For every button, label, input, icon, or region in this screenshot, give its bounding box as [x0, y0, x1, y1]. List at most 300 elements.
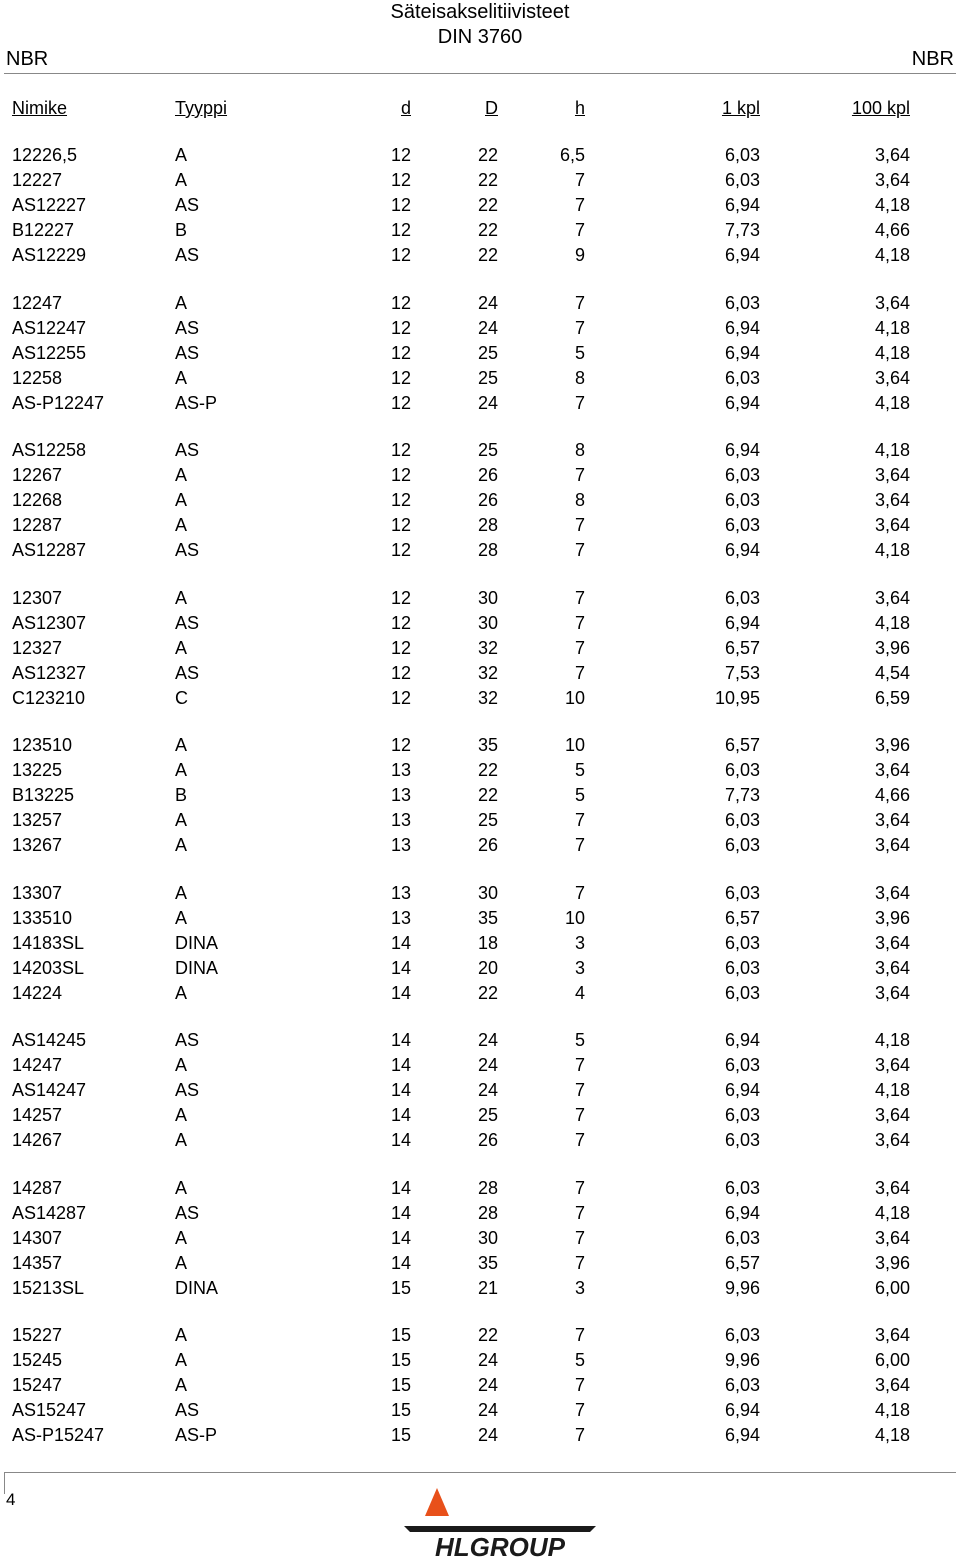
- cell-h: 5: [574, 1030, 585, 1050]
- cell-d: 12: [390, 367, 411, 388]
- cell-price-100: 4,54: [874, 662, 910, 683]
- cell-tyyppi: A: [175, 882, 188, 903]
- table-row: [0, 636, 960, 661]
- table-row: [0, 168, 960, 193]
- cell-d: 12: [390, 662, 411, 683]
- table-row: [0, 1276, 960, 1301]
- table-header: [0, 96, 960, 121]
- column-header-nimike: Nimike: [12, 98, 68, 118]
- cell-h: 7: [574, 515, 585, 535]
- table-row: [0, 538, 960, 563]
- table-row: [0, 143, 960, 168]
- cell-tyyppi: A: [175, 1325, 188, 1345]
- cell-outer-d: 25: [477, 440, 498, 460]
- column-header-h: h: [574, 98, 585, 118]
- cell-price-1: 6,94: [724, 195, 760, 215]
- cell-price-100: 3,64: [874, 1055, 910, 1075]
- cell-outer-d: 26: [477, 1130, 498, 1150]
- table-row: [0, 366, 960, 391]
- cell-price-100: 6,00: [874, 1277, 910, 1298]
- cell-tyyppi: A: [175, 1055, 188, 1075]
- cell-price-100: 3,96: [874, 907, 910, 928]
- cell-nimike: 12258: [12, 367, 63, 388]
- table-row: [0, 1373, 960, 1398]
- header-divider: [4, 73, 956, 74]
- cell-price-1: 6,03: [724, 760, 760, 780]
- cell-h: 7: [574, 317, 585, 338]
- cell-price-1: 6,03: [724, 1130, 760, 1150]
- cell-price-100: 4,18: [874, 612, 910, 633]
- title-line-1: Säteisakselitiivisteet: [390, 1, 570, 23]
- cell-price-100: 4,18: [874, 1030, 910, 1050]
- column-header-D: D: [485, 98, 498, 118]
- cell-h: 5: [574, 342, 585, 363]
- cell-h: 7: [574, 1400, 585, 1420]
- cell-h: 8: [574, 367, 585, 388]
- cell-price-1: 6,03: [724, 1177, 760, 1198]
- cell-h: 7: [574, 292, 585, 313]
- cell-price-1: 6,94: [724, 1080, 760, 1100]
- cell-h: 5: [574, 760, 585, 780]
- cell-price-1: 6,03: [724, 810, 760, 830]
- cell-nimike: AS12247: [12, 317, 87, 338]
- cell-outer-d: 24: [477, 292, 498, 313]
- cell-d: 14: [390, 1252, 411, 1273]
- cell-d: 15: [390, 1325, 411, 1345]
- cell-outer-d: 35: [477, 735, 498, 755]
- table-row: [0, 661, 960, 686]
- cell-price-100: 3,64: [874, 490, 910, 510]
- cell-nimike: 12227: [12, 170, 63, 190]
- cell-tyyppi: A: [175, 907, 188, 928]
- cell-h: 7: [574, 1252, 585, 1273]
- cell-nimike: C123210: [12, 687, 86, 708]
- cell-outer-d: 22: [477, 170, 498, 190]
- cell-price-100: 3,64: [874, 1227, 910, 1248]
- table-row: [0, 1176, 960, 1201]
- table-row: [0, 463, 960, 488]
- cell-price-100: 3,64: [874, 982, 910, 1003]
- cell-price-1: 6,57: [724, 907, 760, 928]
- cell-d: 13: [390, 882, 411, 903]
- cell-tyyppi: A: [175, 465, 188, 485]
- cell-nimike: 15245: [12, 1350, 63, 1370]
- cell-price-1: 6,03: [724, 1325, 760, 1345]
- logo-wordmark: HLGROUP: [435, 1532, 565, 1562]
- cell-nimike: AS14247: [12, 1080, 87, 1100]
- cell-price-1: 6,94: [724, 245, 760, 265]
- cell-h: 7: [574, 392, 585, 413]
- cell-tyyppi: A: [175, 735, 188, 755]
- cell-price-100: 4,66: [874, 785, 910, 805]
- cell-tyyppi: AS: [175, 612, 200, 633]
- cell-tyyppi: AS: [175, 1202, 200, 1223]
- cell-price-1: 6,03: [724, 1375, 760, 1395]
- cell-h: 7: [574, 1177, 585, 1198]
- cell-d: 15: [390, 1400, 411, 1420]
- cell-h: 7: [574, 1105, 585, 1125]
- cell-tyyppi: A: [175, 1130, 188, 1150]
- cell-outer-d: 22: [477, 220, 498, 240]
- table-row: [0, 783, 960, 808]
- cell-d: 12: [390, 245, 411, 265]
- table-row: [0, 1053, 960, 1078]
- cell-price-1: 6,94: [724, 392, 760, 413]
- cell-tyyppi: A: [175, 1105, 188, 1125]
- table-row: [0, 1028, 960, 1053]
- cell-tyyppi: DINA: [175, 957, 219, 978]
- cell-h: 7: [574, 1325, 585, 1345]
- cell-price-1: 6,03: [724, 490, 760, 510]
- cell-tyyppi: DINA: [175, 1277, 219, 1298]
- cell-h: 7: [574, 465, 585, 485]
- cell-nimike: 12287: [12, 515, 63, 535]
- cell-price-100: 3,64: [874, 1130, 910, 1150]
- cell-nimike: 14203SL: [12, 957, 85, 978]
- cell-nimike: 123510: [12, 735, 73, 755]
- cell-outer-d: 24: [477, 392, 498, 413]
- cell-h: 7: [574, 220, 585, 240]
- cell-price-100: 4,18: [874, 1080, 910, 1100]
- cell-price-100: 4,18: [874, 342, 910, 363]
- cell-nimike: 14247: [12, 1055, 63, 1075]
- cell-price-1: 6,03: [724, 1227, 760, 1248]
- cell-h: 7: [574, 1055, 585, 1075]
- cell-h: 7: [574, 882, 585, 903]
- cell-price-1: 6,94: [724, 1202, 760, 1223]
- cell-outer-d: 26: [477, 465, 498, 485]
- cell-h: 7: [574, 540, 585, 560]
- cell-tyyppi: A: [175, 367, 188, 388]
- table-row: [0, 931, 960, 956]
- cell-nimike: 14307: [12, 1227, 63, 1248]
- page-title: [0, 0, 960, 50]
- cell-price-1: 6,94: [724, 440, 760, 460]
- cell-price-1: 6,94: [724, 1425, 760, 1445]
- cell-h: 3: [574, 932, 585, 953]
- table-row: [0, 488, 960, 513]
- cell-tyyppi: AS: [175, 662, 200, 683]
- column-header-price-1: 1 kpl: [721, 98, 760, 118]
- cell-h: 10: [564, 907, 585, 928]
- column-header-price-100: 100 kpl: [851, 98, 910, 118]
- cell-d: 14: [390, 932, 411, 953]
- cell-outer-d: 25: [477, 810, 498, 830]
- cell-h: 7: [574, 1375, 585, 1395]
- cell-nimike: 12307: [12, 587, 63, 608]
- cell-outer-d: 35: [477, 907, 498, 928]
- cell-nimike: 14224: [12, 982, 63, 1003]
- cell-tyyppi: DINA: [175, 932, 219, 953]
- table-row: [0, 316, 960, 341]
- cell-price-1: 6,94: [724, 1400, 760, 1420]
- table-row: [0, 391, 960, 416]
- cell-price-1: 6,03: [724, 145, 760, 165]
- cell-outer-d: 22: [477, 195, 498, 215]
- cell-d: 13: [390, 785, 411, 805]
- cell-tyyppi: A: [175, 1252, 188, 1273]
- table-row: [0, 1251, 960, 1276]
- cell-price-100: 3,64: [874, 1325, 910, 1345]
- cell-nimike: AS12229: [12, 245, 87, 265]
- cell-price-100: 4,18: [874, 1400, 910, 1420]
- cell-tyyppi: A: [175, 292, 188, 313]
- cell-outer-d: 22: [477, 245, 498, 265]
- cell-d: 12: [390, 490, 411, 510]
- cell-outer-d: 25: [477, 367, 498, 388]
- cell-price-1: 6,94: [724, 342, 760, 363]
- cell-h: 7: [574, 587, 585, 608]
- cell-tyyppi: AS: [175, 195, 200, 215]
- cell-outer-d: 25: [477, 342, 498, 363]
- cell-d: 12: [390, 637, 411, 658]
- table-row: [0, 1323, 960, 1348]
- table-row: [0, 981, 960, 1006]
- cell-tyyppi: A: [175, 490, 188, 510]
- table-row: [0, 733, 960, 758]
- cell-tyyppi: A: [175, 1227, 188, 1248]
- cell-tyyppi: A: [175, 1177, 188, 1198]
- page-number: 4: [6, 1490, 16, 1509]
- cell-d: 14: [390, 1202, 411, 1223]
- cell-d: 12: [390, 515, 411, 535]
- cell-price-100: 3,64: [874, 465, 910, 485]
- cell-tyyppi: AS: [175, 440, 200, 460]
- cell-price-1: 6,03: [724, 982, 760, 1003]
- cell-nimike: AS12258: [12, 440, 87, 460]
- cell-h: 10: [564, 687, 585, 708]
- cell-outer-d: 35: [477, 1252, 498, 1273]
- table-row: [0, 586, 960, 611]
- cell-d: 13: [390, 907, 411, 928]
- cell-nimike: AS12227: [12, 195, 87, 215]
- cell-tyyppi: AS: [175, 317, 200, 338]
- cell-nimike: 133510: [12, 907, 73, 928]
- cell-tyyppi: A: [175, 170, 188, 190]
- cell-outer-d: 26: [477, 835, 498, 855]
- cell-outer-d: 26: [477, 490, 498, 510]
- cell-price-100: 3,64: [874, 1105, 910, 1125]
- cell-nimike: 14267: [12, 1130, 63, 1150]
- cell-tyyppi: B: [175, 785, 188, 805]
- cell-nimike: 13267: [12, 835, 63, 855]
- table-row: [0, 243, 960, 268]
- cell-d: 14: [390, 1177, 411, 1198]
- cell-h: 3: [574, 957, 585, 978]
- cell-price-100: 4,66: [874, 220, 910, 240]
- cell-price-100: 4,18: [874, 440, 910, 460]
- logo-triangle-icon: [425, 1488, 449, 1516]
- cell-nimike: 12267: [12, 465, 63, 485]
- cell-tyyppi: A: [175, 637, 188, 658]
- cell-nimike: 15213SL: [12, 1277, 85, 1298]
- cell-d: 12: [390, 170, 411, 190]
- cell-price-1: 6,03: [724, 465, 760, 485]
- cell-tyyppi: A: [175, 587, 188, 608]
- cell-outer-d: 22: [477, 1325, 498, 1345]
- cell-nimike: AS14287: [12, 1202, 87, 1223]
- cell-price-100: 3,64: [874, 170, 910, 190]
- cell-tyyppi: A: [175, 835, 188, 855]
- cell-price-100: 3,64: [874, 957, 910, 978]
- cell-price-1: 10,95: [714, 687, 760, 708]
- table-row: [0, 1423, 960, 1448]
- footer-corner-line: [4, 1472, 5, 1494]
- cell-nimike: 14287: [12, 1177, 63, 1198]
- cell-price-100: 4,18: [874, 392, 910, 413]
- cell-outer-d: 30: [477, 612, 498, 633]
- cell-tyyppi: A: [175, 1350, 188, 1370]
- table-row: [0, 758, 960, 783]
- cell-h: 7: [574, 1227, 585, 1248]
- cell-price-1: 6,03: [724, 515, 760, 535]
- cell-h: 6,5: [559, 145, 585, 165]
- table-row: [0, 956, 960, 981]
- cell-d: 14: [390, 1055, 411, 1075]
- cell-price-1: 6,03: [724, 1055, 760, 1075]
- cell-nimike: AS12307: [12, 612, 87, 633]
- cell-tyyppi: A: [175, 760, 188, 780]
- table-row: [0, 291, 960, 316]
- cell-d: 14: [390, 1030, 411, 1050]
- cell-d: 12: [390, 317, 411, 338]
- table-row: [0, 808, 960, 833]
- cell-price-1: 6,03: [724, 292, 760, 313]
- cell-nimike: 12247: [12, 292, 63, 313]
- cell-nimike: 14257: [12, 1105, 63, 1125]
- cell-price-100: 3,64: [874, 587, 910, 608]
- cell-tyyppi: AS: [175, 1030, 200, 1050]
- cell-h: 7: [574, 637, 585, 658]
- cell-price-1: 7,73: [724, 220, 760, 240]
- cell-outer-d: 24: [477, 1375, 498, 1395]
- cell-nimike: AS12287: [12, 540, 87, 560]
- title-line-2: DIN 3760: [437, 26, 523, 48]
- cell-tyyppi: AS: [175, 342, 200, 363]
- cell-nimike: 14357: [12, 1252, 63, 1273]
- cell-nimike: 15247: [12, 1375, 63, 1395]
- cell-outer-d: 32: [477, 662, 498, 683]
- cell-outer-d: 30: [477, 882, 498, 903]
- cell-price-100: 3,64: [874, 145, 910, 165]
- cell-tyyppi: AS: [175, 1080, 200, 1100]
- cell-price-1: 6,03: [724, 835, 760, 855]
- cell-tyyppi: C: [175, 687, 188, 708]
- footer-divider: [4, 1472, 956, 1473]
- cell-outer-d: 22: [477, 982, 498, 1003]
- cell-d: 12: [390, 145, 411, 165]
- cell-h: 7: [574, 662, 585, 683]
- cell-outer-d: 18: [477, 932, 498, 953]
- table-row: [0, 438, 960, 463]
- cell-d: 15: [390, 1277, 411, 1298]
- cell-h: 5: [574, 1350, 585, 1370]
- cell-tyyppi: AS-P: [175, 1425, 218, 1445]
- cell-h: 7: [574, 1202, 585, 1223]
- cell-price-1: 7,53: [724, 662, 760, 683]
- cell-price-1: 6,03: [724, 170, 760, 190]
- cell-d: 12: [390, 687, 411, 708]
- cell-outer-d: 24: [477, 1425, 498, 1445]
- cell-price-100: 4,18: [874, 1425, 910, 1445]
- table-row: [0, 881, 960, 906]
- cell-outer-d: 24: [477, 1055, 498, 1075]
- cell-nimike: B12227: [12, 220, 75, 240]
- cell-outer-d: 24: [477, 317, 498, 338]
- cell-nimike: AS15247: [12, 1400, 87, 1420]
- cell-price-1: 6,57: [724, 735, 760, 755]
- cell-outer-d: 24: [477, 1080, 498, 1100]
- cell-h: 7: [574, 195, 585, 215]
- cell-price-1: 6,03: [724, 932, 760, 953]
- cell-h: 7: [574, 612, 585, 633]
- table-row: [0, 1398, 960, 1423]
- cell-price-1: 6,03: [724, 367, 760, 388]
- hlgroup-logo: [400, 1486, 600, 1562]
- cell-outer-d: 24: [477, 1030, 498, 1050]
- cell-price-1: 6,94: [724, 540, 760, 560]
- table-row: [0, 833, 960, 858]
- cell-nimike: 12226,5: [12, 145, 78, 165]
- table-row: [0, 1348, 960, 1373]
- cell-nimike: AS12327: [12, 662, 87, 683]
- table-row: [0, 906, 960, 931]
- cell-d: 12: [390, 195, 411, 215]
- cell-price-100: 4,18: [874, 195, 910, 215]
- cell-price-1: 6,94: [724, 1030, 760, 1050]
- cell-outer-d: 24: [477, 1350, 498, 1370]
- cell-d: 14: [390, 1130, 411, 1150]
- table-row: [0, 1128, 960, 1153]
- cell-tyyppi: AS: [175, 245, 200, 265]
- cell-price-1: 6,03: [724, 882, 760, 903]
- cell-nimike: 12268: [12, 490, 63, 510]
- cell-outer-d: 28: [477, 1177, 498, 1198]
- cell-h: 5: [574, 785, 585, 805]
- cell-price-100: 3,64: [874, 515, 910, 535]
- cell-price-100: 3,96: [874, 637, 910, 658]
- column-header-tyyppi: Tyyppi: [175, 98, 228, 118]
- table-row: [0, 341, 960, 366]
- cell-d: 12: [390, 292, 411, 313]
- cell-price-100: 3,64: [874, 835, 910, 855]
- cell-tyyppi: B: [175, 220, 188, 240]
- cell-h: 7: [574, 835, 585, 855]
- cell-price-100: 3,64: [874, 810, 910, 830]
- cell-price-100: 3,64: [874, 367, 910, 388]
- cell-price-100: 3,64: [874, 292, 910, 313]
- cell-price-100: 3,64: [874, 1375, 910, 1395]
- cell-d: 12: [390, 587, 411, 608]
- cell-price-100: 4,18: [874, 317, 910, 338]
- table-row: [0, 193, 960, 218]
- cell-d: 14: [390, 1080, 411, 1100]
- cell-d: 15: [390, 1350, 411, 1370]
- table-row: [0, 513, 960, 538]
- cell-d: 12: [390, 465, 411, 485]
- table-row: [0, 1078, 960, 1103]
- cell-d: 14: [390, 982, 411, 1003]
- cell-price-1: 6,03: [724, 587, 760, 608]
- cell-price-100: 3,64: [874, 882, 910, 903]
- cell-tyyppi: A: [175, 145, 188, 165]
- cell-d: 14: [390, 957, 411, 978]
- cell-nimike: 13307: [12, 882, 63, 903]
- cell-d: 12: [390, 540, 411, 560]
- cell-nimike: AS-P12247: [12, 392, 105, 413]
- cell-outer-d: 21: [477, 1277, 498, 1298]
- cell-price-1: 6,57: [724, 637, 760, 658]
